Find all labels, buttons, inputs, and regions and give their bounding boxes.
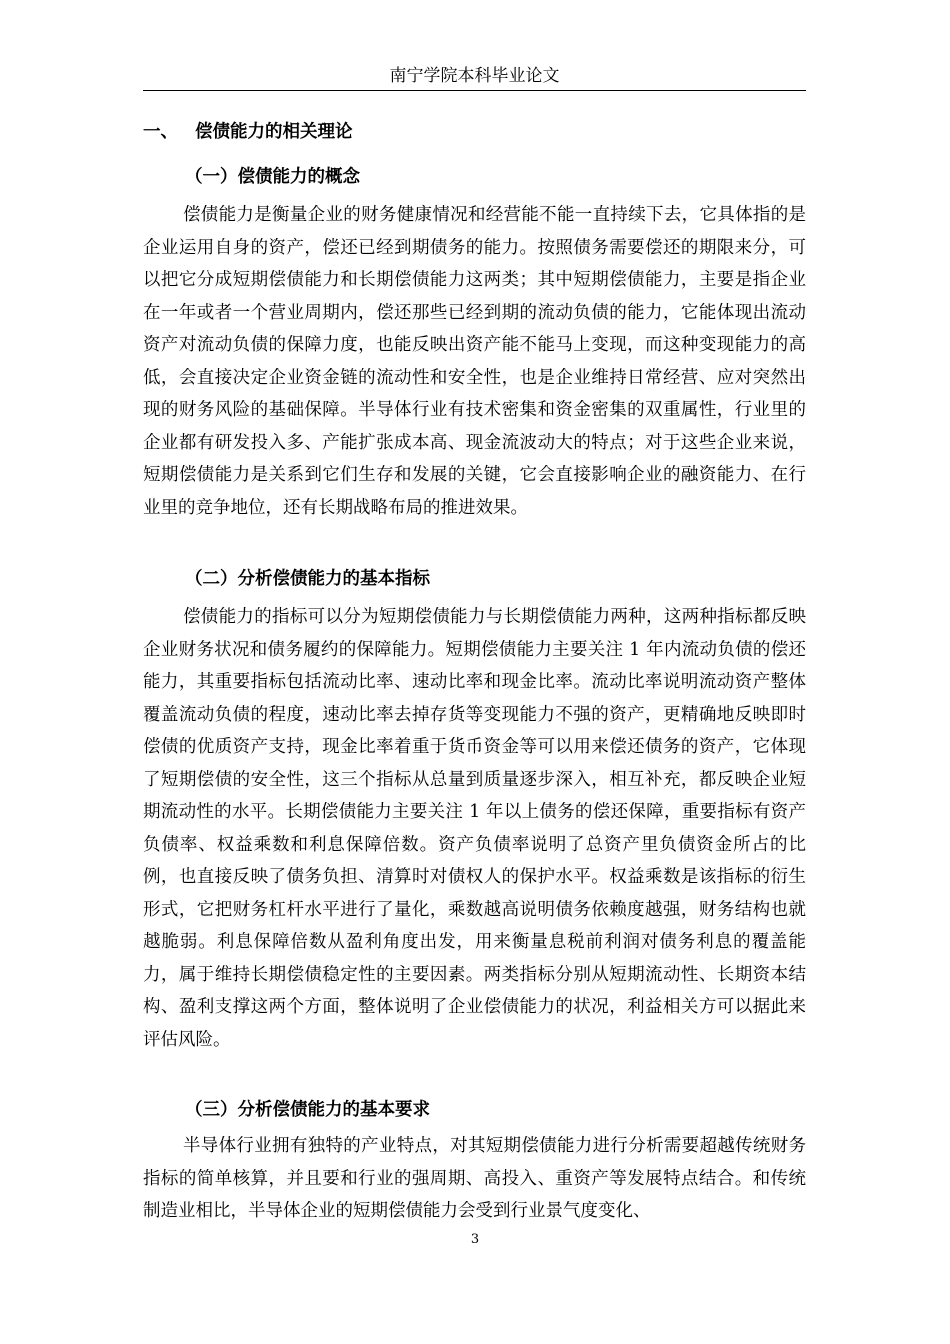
section-number: 一、 [143,122,178,142]
header-rule [143,90,806,91]
page-number: 3 [470,1232,480,1247]
paragraph-2: 偿债能力的指标可以分为短期偿债能力与长期偿债能力两种，这两种指标都反映企业财务状况和债务履约的保障能力。短期偿债能力主要关注 1 年内流动负债的偿还能力，其重要指标包括流动比率、速动比率和现金比率。流动比率说明流动资产整体覆盖流动负债的程度，速动比率去掉存货等变现能力不强的资产，更精确地反映即时偿债的优质资产支持，现金比率着重于货币资金等可以用来偿还债务的资产，它体现了短期偿债的安全性，这三个指标从总量到质量逐步深入，相互补充，都反映企业短期流动性的水平。长期偿债能力主要关注 1 年以上债务的偿还保障，重要指标有资产负债率、权益乘数和利息保障倍数。资产负债率说明了总资产里负债资金所占的比例，也直接反映了债务负担、清算时对债权人的保护水平。权益乘数是该指标的衍生形式，它把财务杠杆水平进行了量化，乘数越高说明债务依赖度越强，财务结构也就越脆弱。利息保障倍数从盈利角度出发，用来衡量息税前利润对债务利息的覆盖能力，属于维持长期偿债稳定性的主要因素。两类指标分别从短期流动性、长期资本结构、盈利支撑这两个方面，整体说明了企业偿债能力的状况，利益相关方可以据此来评估风险。 [143,607,806,1050]
subsection-heading-2: （二）分析偿债能力的基本指标 [185,569,430,589]
section-heading [143,118,353,146]
running-header: 南宁学院本科毕业论文 [389,66,560,86]
subsection-heading-3: （三）分析偿债能力的基本要求 [185,1100,430,1120]
subsection-heading-1: （一）偿债能力的概念 [185,167,360,187]
paragraph-1: 偿债能力是衡量企业的财务健康情况和经营能不能一直持续下去，它具体指的是企业运用自身的资产，偿还已经到期债务的能力。按照债务需要偿还的期限来分，可以把它分成短期偿债能力和长期偿债能力这两类；其中短期偿债能力，主要是指企业在一年或者一个营业周期内，偿还那些已经到期的流动负债的能力，它能体现出流动资产对流动负债的保障力度，也能反映出资产能不能马上变现，而这种变现能力的高低，会直接决定企业资金链的流动性和安全性，也是企业维持日常经营、应对突然出现的财务风险的基础保障。半导体行业有技术密集和资金密集的双重属性，行业里的企业都有研发投入多、产能扩张成本高、现金流波动大的特点；对于这些企业来说，短期偿债能力是关系到它们生存和发展的关键，它会直接影响企业的融资能力、在行业里的竞争地位，还有长期战略布局的推进效果。 [143,205,806,518]
paragraph-3: 半导体行业拥有独特的产业特点，对其短期偿债能力进行分析需要超越传统财务指标的简单核算，并且要和行业的强周期、高投入、重资产等发展特点结合。和传统制造业相比，半导体企业的短期偿债能力会受到行业景气度变化、 [143,1136,806,1221]
section-title: 偿债能力的相关理论 [195,122,353,142]
